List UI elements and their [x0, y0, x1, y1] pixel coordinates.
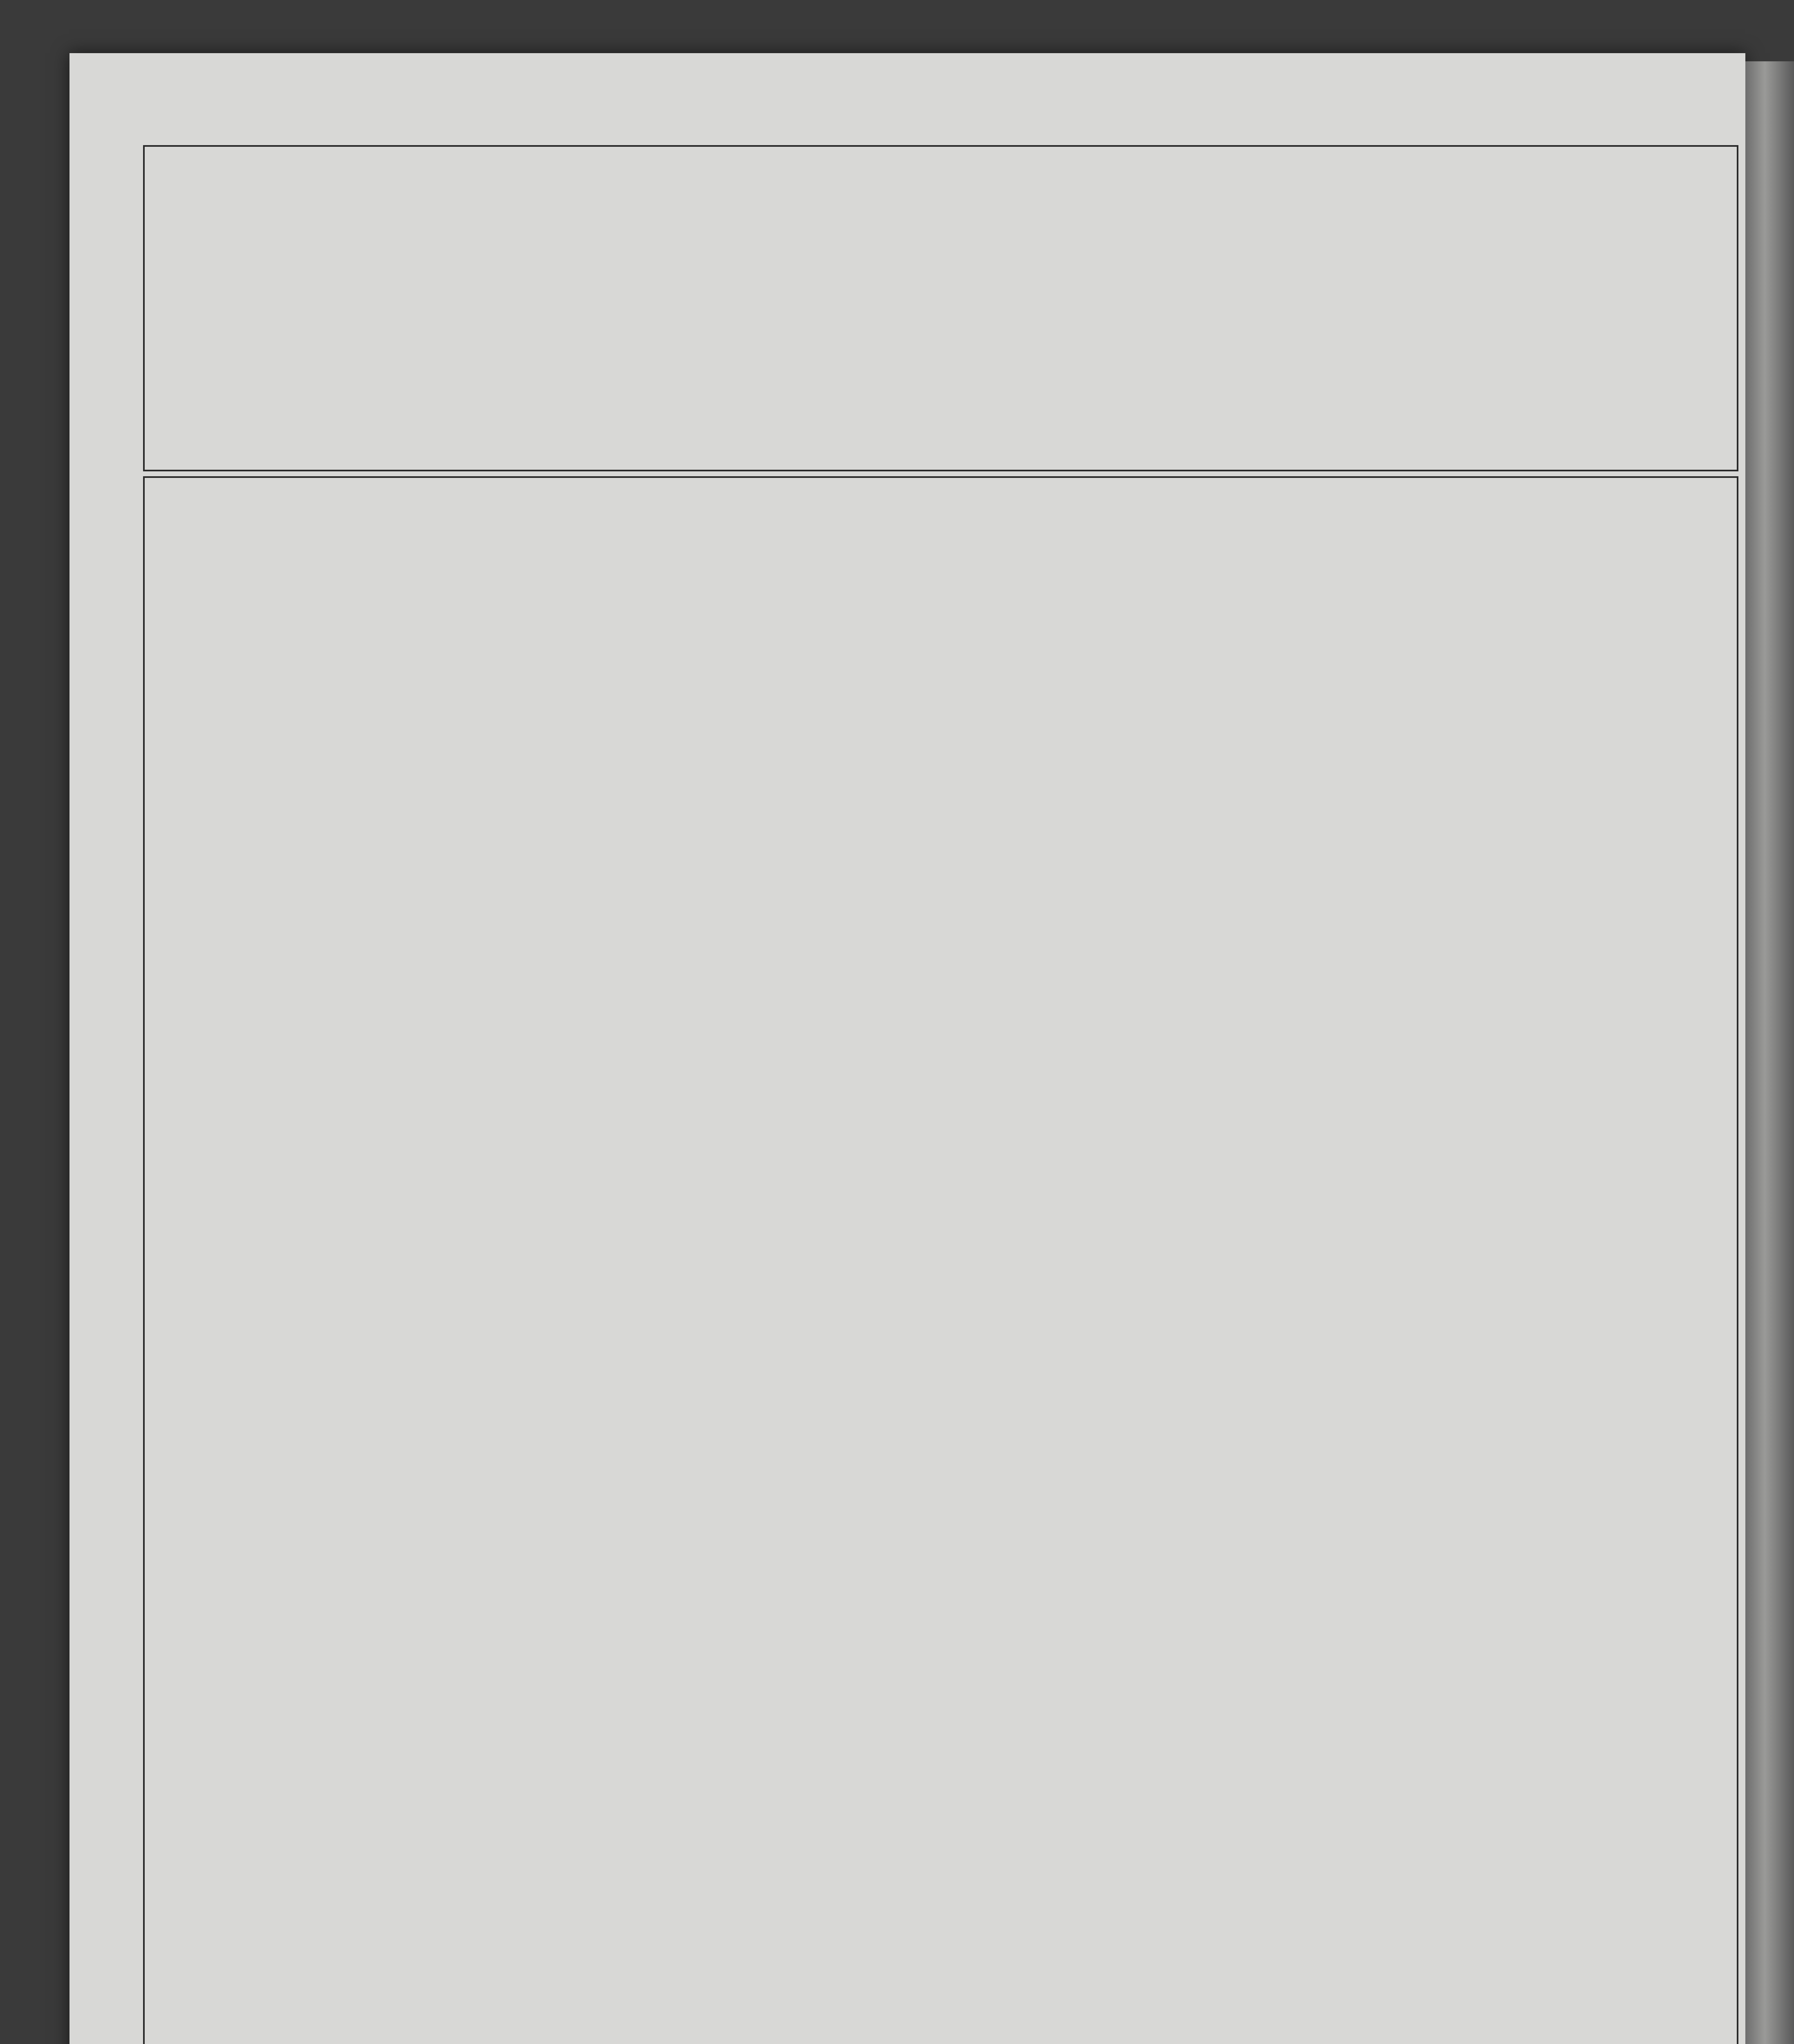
page-edge-shadow [1745, 61, 1794, 2044]
main-table [143, 476, 1738, 2044]
top-table [143, 145, 1738, 471]
